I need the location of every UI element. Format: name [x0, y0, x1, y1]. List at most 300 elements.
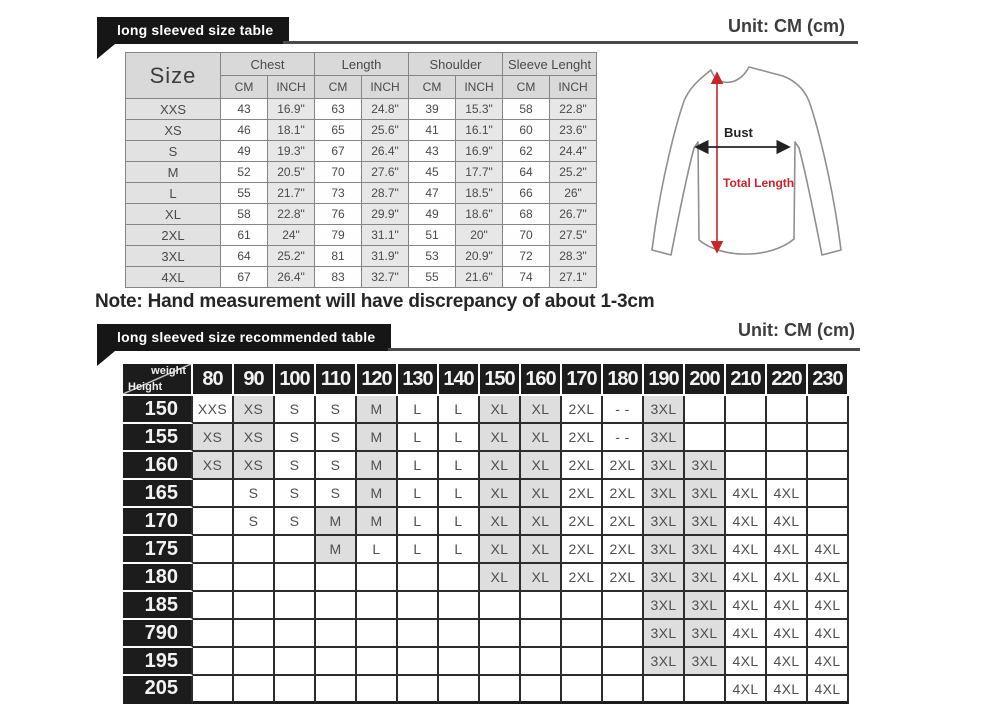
section2-tag-tail	[97, 351, 115, 366]
recommended-size-cell: 4XL	[726, 508, 767, 536]
inch-value-cell: 26"	[550, 183, 597, 204]
inch-value-cell: 15.3"	[456, 99, 503, 120]
recommended-size-cell: L	[398, 536, 439, 564]
recommended-size-cell	[234, 620, 275, 648]
cm-value-cell: 83	[315, 267, 362, 288]
measure-group-header: Chest	[221, 53, 315, 76]
recommended-size-cell	[193, 564, 234, 592]
recommended-size-cell: XL	[480, 536, 521, 564]
recommended-size-cell: S	[275, 508, 316, 536]
recommended-size-cell: 3XL	[644, 508, 685, 536]
recommended-size-cell: S	[316, 452, 357, 480]
measure-group-header: Length	[315, 53, 409, 76]
height-label-cell: 155	[123, 424, 193, 452]
recommended-size-cell: 4XL	[767, 620, 808, 648]
cm-value-cell: 52	[221, 162, 268, 183]
inch-value-cell: 24.8"	[362, 99, 409, 120]
weight-header: 180	[603, 364, 644, 396]
recommended-size-cell: 3XL	[685, 480, 726, 508]
size-label-cell: M	[126, 162, 221, 183]
size-label-cell: 3XL	[126, 246, 221, 267]
inch-value-cell: 16.1"	[456, 120, 503, 141]
inch-value-cell: 25.2"	[268, 246, 315, 267]
recommended-size-cell: 4XL	[808, 536, 849, 564]
inch-value-cell: 24"	[268, 225, 315, 246]
recommended-size-cell	[316, 564, 357, 592]
recommended-size-cell	[726, 396, 767, 424]
cm-value-cell: 65	[315, 120, 362, 141]
cm-value-cell: 64	[221, 246, 268, 267]
unit-header: INCH	[550, 76, 597, 99]
inch-value-cell: 29.9"	[362, 204, 409, 225]
recommended-size-cell	[316, 620, 357, 648]
recommended-size-cell: S	[234, 508, 275, 536]
recommended-size-cell	[521, 648, 562, 676]
shirt-outline	[652, 67, 841, 255]
total-length-label: Total Length	[723, 176, 795, 190]
cm-value-cell: 55	[221, 183, 268, 204]
recommended-size-cell	[398, 648, 439, 676]
recommended-size-cell: 3XL	[644, 592, 685, 620]
inch-value-cell: 21.6"	[456, 267, 503, 288]
cm-value-cell: 45	[409, 162, 456, 183]
recommended-size-cell: L	[439, 424, 480, 452]
recommended-size-cell: XL	[521, 508, 562, 536]
recommended-size-cell: 3XL	[644, 536, 685, 564]
recommended-size-cell: 4XL	[767, 480, 808, 508]
recommended-size-cell: S	[275, 424, 316, 452]
unit-header: CM	[315, 76, 362, 99]
recommended-size-cell	[275, 620, 316, 648]
recommended-size-cell	[193, 508, 234, 536]
height-label-cell: 790	[123, 620, 193, 648]
recommended-size-cell	[480, 592, 521, 620]
height-row	[123, 508, 849, 536]
inch-value-cell: 16.9"	[456, 141, 503, 162]
height-axis-label: Height	[128, 381, 163, 393]
recommended-size-cell	[234, 676, 275, 704]
inch-value-cell: 31.1"	[362, 225, 409, 246]
recommended-size-cell	[562, 620, 603, 648]
section1-tag-tail	[97, 44, 115, 59]
recommended-size-cell: XL	[521, 480, 562, 508]
section2-title-tag	[97, 324, 391, 351]
height-label-cell: 185	[123, 592, 193, 620]
recommended-size-cell	[439, 592, 480, 620]
recommended-size-cell	[480, 648, 521, 676]
inch-value-cell: 18.5"	[456, 183, 503, 204]
cm-value-cell: 51	[409, 225, 456, 246]
recommended-size-cell	[193, 648, 234, 676]
recommended-size-cell	[193, 676, 234, 704]
recommended-size-cell: 3XL	[644, 424, 685, 452]
recommended-size-cell	[521, 592, 562, 620]
recommended-size-cell	[398, 592, 439, 620]
size-row	[126, 141, 597, 162]
recommended-size-cell: L	[357, 536, 398, 564]
recommended-size-cell: L	[439, 396, 480, 424]
size-row	[126, 246, 597, 267]
recommended-size-cell	[767, 424, 808, 452]
recommended-size-cell: 3XL	[644, 648, 685, 676]
recommended-size-cell	[234, 592, 275, 620]
inch-value-cell: 24.4"	[550, 141, 597, 162]
weight-header: 100	[275, 364, 316, 396]
recommended-size-cell: 4XL	[767, 676, 808, 704]
height-row	[123, 564, 849, 592]
recommended-size-cell: 4XL	[726, 676, 767, 704]
recommended-size-cell	[521, 676, 562, 704]
recommended-size-cell: M	[316, 508, 357, 536]
measurement-table	[125, 52, 597, 288]
cm-value-cell: 81	[315, 246, 362, 267]
recommended-size-cell	[357, 648, 398, 676]
section1-title-label: long sleeved size table	[117, 22, 274, 38]
height-weight-corner	[123, 364, 193, 396]
section1-unit-label: Unit: CM (cm)	[728, 16, 845, 36]
height-row	[123, 480, 849, 508]
cm-value-cell: 70	[503, 225, 550, 246]
size-label-cell: 2XL	[126, 225, 221, 246]
weight-header: 220	[767, 364, 808, 396]
cm-value-cell: 74	[503, 267, 550, 288]
inch-value-cell: 26.4"	[268, 267, 315, 288]
weight-header: 80	[193, 364, 234, 396]
weight-header: 90	[234, 364, 275, 396]
weight-header: 130	[398, 364, 439, 396]
height-label-cell: 165	[123, 480, 193, 508]
recommended-size-cell	[439, 648, 480, 676]
recommended-size-cell	[193, 620, 234, 648]
cm-value-cell: 76	[315, 204, 362, 225]
measurement-note: Note: Hand measurement will have discrepancy of about 1-3cm	[95, 291, 655, 312]
cm-value-cell: 60	[503, 120, 550, 141]
weight-header: 120	[357, 364, 398, 396]
height-label-cell: 175	[123, 536, 193, 564]
recommended-size-cell: XL	[480, 480, 521, 508]
unit-header: CM	[409, 76, 456, 99]
recommended-size-cell	[726, 452, 767, 480]
section1-title-tag	[97, 17, 289, 44]
unit-header: INCH	[362, 76, 409, 99]
recommended-size-cell	[439, 620, 480, 648]
recommended-size-cell: 4XL	[726, 480, 767, 508]
inch-value-cell: 26.7"	[550, 204, 597, 225]
height-row	[123, 676, 849, 704]
recommended-size-cell	[316, 676, 357, 704]
recommended-size-cell: 4XL	[767, 564, 808, 592]
recommended-size-cell: 3XL	[685, 536, 726, 564]
size-row	[126, 99, 597, 120]
recommended-size-cell: 3XL	[685, 648, 726, 676]
recommended-size-cell	[603, 592, 644, 620]
weight-header: 150	[480, 364, 521, 396]
recommended-size-cell: XS	[234, 396, 275, 424]
recommended-size-cell	[275, 536, 316, 564]
recommended-size-cell: L	[439, 452, 480, 480]
cm-value-cell: 43	[221, 99, 268, 120]
recommended-size-cell	[357, 620, 398, 648]
recommended-size-cell: XL	[521, 424, 562, 452]
cm-value-cell: 53	[409, 246, 456, 267]
weight-header: 190	[644, 364, 685, 396]
recommended-size-cell: XS	[234, 424, 275, 452]
size-row	[126, 183, 597, 204]
inch-value-cell: 26.4"	[362, 141, 409, 162]
inch-value-cell: 27.6"	[362, 162, 409, 183]
recommended-size-cell: M	[357, 508, 398, 536]
recommended-size-cell: 2XL	[562, 452, 603, 480]
recommended-size-cell	[808, 508, 849, 536]
size-row	[126, 120, 597, 141]
recommended-size-cell	[275, 592, 316, 620]
recommended-size-cell: 2XL	[562, 536, 603, 564]
unit-header: INCH	[456, 76, 503, 99]
recommended-size-cell: XL	[480, 424, 521, 452]
recommended-size-cell: 3XL	[644, 396, 685, 424]
recommended-size-cell	[808, 424, 849, 452]
inch-value-cell: 28.3"	[550, 246, 597, 267]
recommended-size-cell: S	[275, 480, 316, 508]
recommended-size-cell	[316, 592, 357, 620]
height-label-cell: 180	[123, 564, 193, 592]
recommended-size-cell	[808, 452, 849, 480]
recommended-size-cell: 3XL	[685, 620, 726, 648]
recommended-table-head	[123, 364, 849, 396]
recommended-size-cell: 3XL	[685, 452, 726, 480]
size-row	[126, 225, 597, 246]
recommended-size-cell: M	[357, 480, 398, 508]
weight-header: 140	[439, 364, 480, 396]
inch-value-cell: 25.2"	[550, 162, 597, 183]
recommended-size-cell	[234, 536, 275, 564]
measure-group-header: Shoulder	[409, 53, 503, 76]
recommended-size-cell	[685, 396, 726, 424]
inch-value-cell: 25.6"	[362, 120, 409, 141]
recommended-size-cell: S	[234, 480, 275, 508]
height-label-cell: 205	[123, 676, 193, 704]
recommended-size-cell	[234, 648, 275, 676]
recommended-size-cell: 4XL	[726, 536, 767, 564]
inch-value-cell: 27.1"	[550, 267, 597, 288]
size-row	[126, 162, 597, 183]
height-row	[123, 396, 849, 424]
recommended-size-cell: L	[439, 508, 480, 536]
recommended-size-cell: L	[439, 536, 480, 564]
cm-value-cell: 63	[315, 99, 362, 120]
cm-value-cell: 43	[409, 141, 456, 162]
cm-value-cell: 67	[221, 267, 268, 288]
recommended-size-cell	[603, 676, 644, 704]
bust-label: Bust	[724, 125, 753, 140]
recommended-size-cell: M	[357, 452, 398, 480]
recommended-size-cell: XL	[521, 396, 562, 424]
recommended-size-cell: XL	[480, 396, 521, 424]
recommended-size-cell: 4XL	[726, 620, 767, 648]
recommended-size-cell: L	[439, 480, 480, 508]
cm-value-cell: 79	[315, 225, 362, 246]
recommended-size-cell: XS	[193, 424, 234, 452]
inch-value-cell: 20"	[456, 225, 503, 246]
recommended-size-cell	[521, 620, 562, 648]
recommended-size-cell: XL	[480, 508, 521, 536]
recommended-size-cell: M	[357, 396, 398, 424]
recommended-size-cell: S	[316, 424, 357, 452]
recommended-size-cell	[193, 592, 234, 620]
recommended-size-cell	[480, 620, 521, 648]
measure-group-header: Sleeve Lenght	[503, 53, 597, 76]
section2-divider	[388, 348, 860, 351]
recommended-size-cell: 4XL	[767, 536, 808, 564]
recommended-size-cell: 3XL	[644, 620, 685, 648]
size-label-cell: 4XL	[126, 267, 221, 288]
size-row	[126, 267, 597, 288]
recommended-size-cell: 2XL	[562, 396, 603, 424]
recommended-size-cell: 2XL	[562, 480, 603, 508]
recommended-size-cell	[193, 536, 234, 564]
recommended-size-cell	[398, 676, 439, 704]
size-corner-header: Size	[126, 53, 221, 99]
size-label-cell: XL	[126, 204, 221, 225]
cm-value-cell: 70	[315, 162, 362, 183]
weight-header: 200	[685, 364, 726, 396]
recommended-size-cell	[357, 564, 398, 592]
recommended-size-cell: L	[398, 508, 439, 536]
recommended-size-cell: 4XL	[808, 564, 849, 592]
recommended-size-cell: 2XL	[603, 480, 644, 508]
recommended-size-cell: 4XL	[808, 648, 849, 676]
recommended-size-cell: 2XL	[562, 508, 603, 536]
inch-value-cell: 18.6"	[456, 204, 503, 225]
recommended-size-cell: L	[398, 424, 439, 452]
recommended-size-cell	[685, 424, 726, 452]
cm-value-cell: 55	[409, 267, 456, 288]
recommended-size-cell	[808, 480, 849, 508]
recommended-size-cell: S	[316, 480, 357, 508]
inch-value-cell: 22.8"	[268, 204, 315, 225]
recommended-size-cell	[685, 676, 726, 704]
recommended-size-cell	[398, 564, 439, 592]
cm-value-cell: 72	[503, 246, 550, 267]
recommended-size-cell	[767, 452, 808, 480]
recommended-size-cell	[439, 564, 480, 592]
height-label-cell: 160	[123, 452, 193, 480]
weight-header: 170	[562, 364, 603, 396]
recommended-size-cell	[398, 620, 439, 648]
cm-value-cell: 67	[315, 141, 362, 162]
cm-value-cell: 61	[221, 225, 268, 246]
cm-value-cell: 66	[503, 183, 550, 204]
recommended-size-cell: 2XL	[562, 564, 603, 592]
unit-header: CM	[221, 76, 268, 99]
measurement-table-body	[126, 99, 597, 288]
recommended-size-cell: 3XL	[685, 592, 726, 620]
height-label-cell: 170	[123, 508, 193, 536]
section2-title-label: long sleeved size recommended table	[117, 329, 376, 345]
cm-value-cell: 41	[409, 120, 456, 141]
recommended-size-cell	[275, 648, 316, 676]
size-label-cell: XXS	[126, 99, 221, 120]
recommended-size-cell	[726, 424, 767, 452]
cm-value-cell: 68	[503, 204, 550, 225]
section2-unit-label: Unit: CM (cm)	[738, 320, 855, 340]
weight-axis-label: weight	[151, 365, 186, 377]
recommended-size-cell: 4XL	[808, 592, 849, 620]
recommended-size-cell	[562, 676, 603, 704]
recommended-size-cell: 4XL	[767, 648, 808, 676]
height-row	[123, 592, 849, 620]
inch-value-cell: 21.7"	[268, 183, 315, 204]
inch-value-cell: 28.7"	[362, 183, 409, 204]
recommended-size-cell: 3XL	[644, 480, 685, 508]
cm-value-cell: 62	[503, 141, 550, 162]
recommended-size-cell: XL	[521, 452, 562, 480]
recommended-size-cell: - -	[603, 396, 644, 424]
recommended-size-cell	[603, 620, 644, 648]
recommended-size-cell: XL	[480, 564, 521, 592]
inch-value-cell: 20.5"	[268, 162, 315, 183]
recommended-size-cell	[767, 396, 808, 424]
recommended-size-cell: 2XL	[562, 424, 603, 452]
recommended-size-cell: 4XL	[808, 676, 849, 704]
recommended-size-cell: S	[316, 396, 357, 424]
recommended-size-cell: L	[398, 480, 439, 508]
recommended-size-cell	[275, 564, 316, 592]
recommended-size-cell: 3XL	[644, 564, 685, 592]
recommended-size-cell: M	[357, 424, 398, 452]
recommended-size-cell	[275, 676, 316, 704]
weight-header: 210	[726, 364, 767, 396]
height-label-cell: 195	[123, 648, 193, 676]
cm-value-cell: 47	[409, 183, 456, 204]
size-label-cell: XS	[126, 120, 221, 141]
weight-header: 230	[808, 364, 849, 396]
inch-value-cell: 20.9"	[456, 246, 503, 267]
size-label-cell: S	[126, 141, 221, 162]
recommended-size-cell: 3XL	[685, 508, 726, 536]
recommended-size-cell: XL	[521, 564, 562, 592]
height-row	[123, 648, 849, 676]
height-row	[123, 424, 849, 452]
inch-value-cell: 22.8"	[550, 99, 597, 120]
recommended-size-cell: - -	[603, 424, 644, 452]
recommended-size-cell: 4XL	[767, 508, 808, 536]
recommended-size-cell: 4XL	[726, 648, 767, 676]
inch-value-cell: 27.5"	[550, 225, 597, 246]
recommended-size-cell: 2XL	[603, 536, 644, 564]
inch-value-cell: 18.1"	[268, 120, 315, 141]
cm-value-cell: 46	[221, 120, 268, 141]
recommended-size-cell	[357, 676, 398, 704]
recommended-table-body	[123, 396, 849, 704]
recommended-size-cell: L	[398, 452, 439, 480]
inch-value-cell: 23.6"	[550, 120, 597, 141]
measurement-table-head	[126, 53, 597, 99]
recommended-size-cell: 4XL	[726, 564, 767, 592]
inch-value-cell: 17.7"	[456, 162, 503, 183]
recommended-size-cell	[808, 396, 849, 424]
cm-value-cell: 73	[315, 183, 362, 204]
weight-header: 110	[316, 364, 357, 396]
recommended-size-cell	[234, 564, 275, 592]
inch-value-cell: 19.3"	[268, 141, 315, 162]
recommended-size-cell: S	[275, 396, 316, 424]
size-label-cell: L	[126, 183, 221, 204]
recommended-size-cell: XL	[521, 536, 562, 564]
unit-header: INCH	[268, 76, 315, 99]
recommended-size-cell	[603, 648, 644, 676]
cm-value-cell: 58	[221, 204, 268, 225]
